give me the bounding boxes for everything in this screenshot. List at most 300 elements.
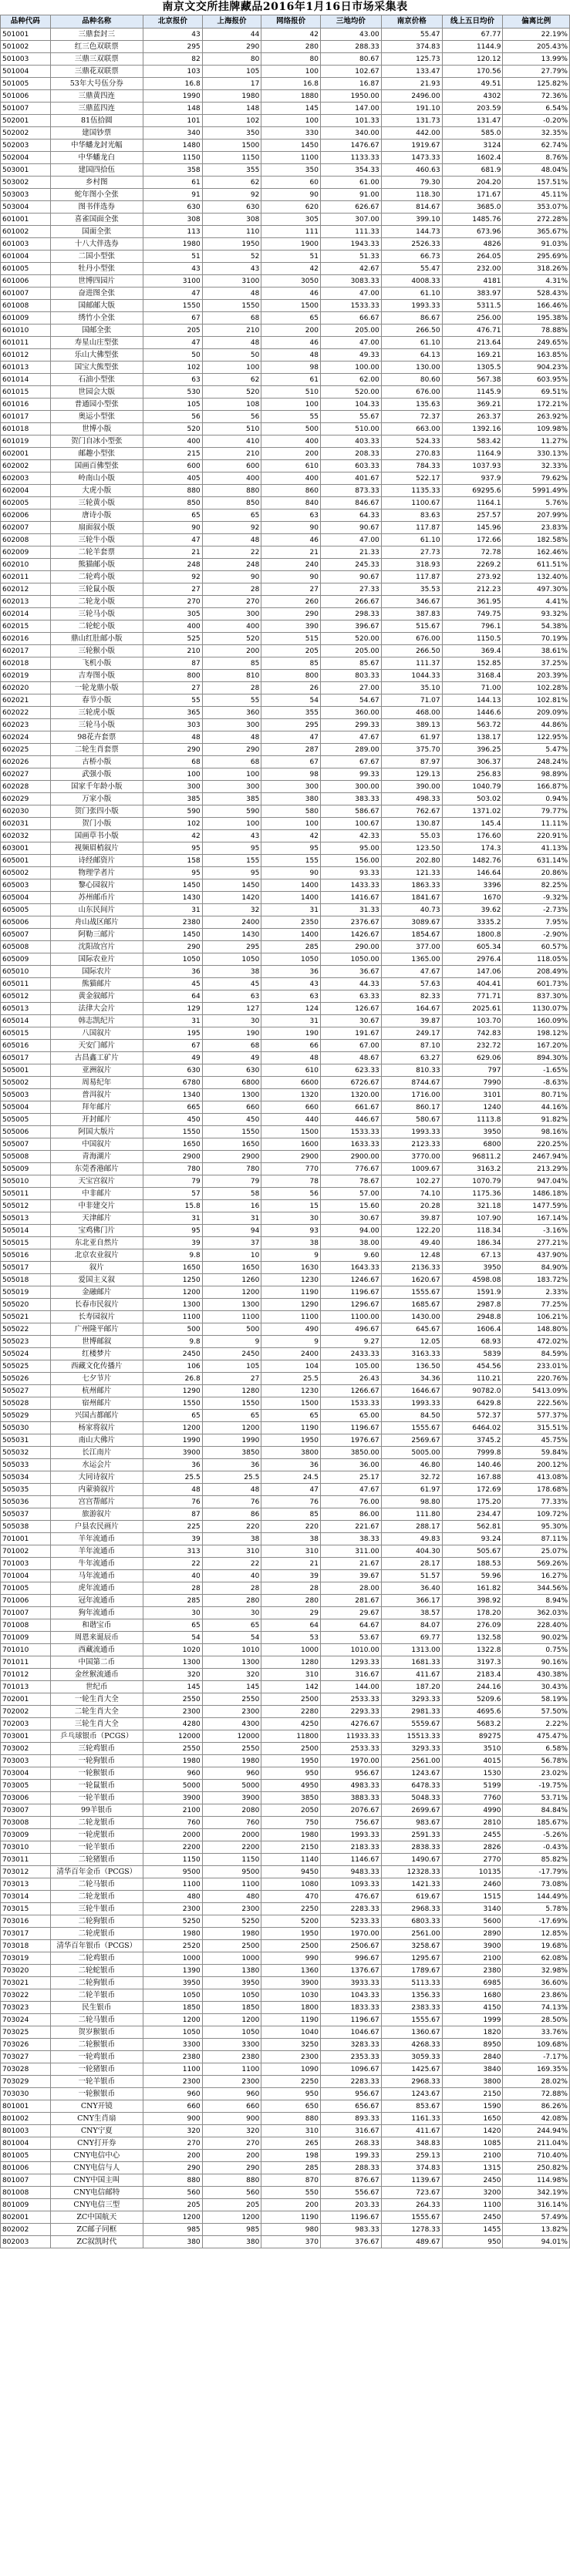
cell-online-price: 1030 [261,1989,321,2002]
cell-three-city-avg: 15.60 [320,1200,381,1212]
cell-shanghai-price: 54 [202,1632,261,1644]
cell-five-day-avg: 5209.6 [442,1693,503,1706]
cell-online-price: 440 [261,1114,321,1126]
cell-beijing-price: 320 [143,1669,203,1681]
cell-beijing-price: 285 [143,1595,203,1607]
cell-three-city-avg: 1970.00 [320,1755,381,1767]
cell-name: 二轮生肖套票 [50,744,143,756]
cell-code: 703002 [1,1743,51,1755]
cell-beijing-price: 2550 [143,1743,203,1755]
table-row [1,1965,570,1977]
cell-three-city-avg: 64.67 [320,1619,381,1632]
cell-five-day-avg: 369.21 [442,399,503,411]
cell-online-price: 98 [261,768,321,781]
cell-name: 中非建交片 [50,1200,143,1212]
cell-three-city-avg: 3083.33 [320,275,381,288]
cell-code: 505005 [1,1114,51,1126]
cell-three-city-avg: 1146.67 [320,1854,381,1866]
cell-deviation: 102.28% [503,682,570,694]
table-row [1,127,570,140]
cell-beijing-price: 295 [143,41,203,53]
table-row [1,818,570,830]
cell-shanghai-price: 190 [202,1027,261,1040]
cell-five-day-avg: 169.21 [442,349,503,362]
cell-nanjing-price: 55.47 [381,263,442,275]
table-row [1,2088,570,2100]
cell-nanjing-price: 266.50 [381,325,442,337]
cell-shanghai-price: 68 [202,756,261,768]
cell-beijing-price: 9500 [143,1866,203,1878]
cell-three-city-avg: 191.67 [320,1027,381,1040]
cell-shanghai-price: 76 [202,1496,261,1508]
cell-deviation: 5991.49% [503,485,570,497]
cell-shanghai-price: 280 [202,1595,261,1607]
cell-five-day-avg: 4990 [442,1804,503,1817]
cell-online-price: 90 [261,571,321,583]
cell-beijing-price: 92 [143,571,203,583]
cell-code: 703016 [1,1915,51,1928]
cell-name: 山东民间片 [50,904,143,916]
cell-five-day-avg: 96811.2 [442,1151,503,1163]
cell-beijing-price: 1480 [143,140,203,152]
cell-deviation: 48.04% [503,164,570,177]
cell-three-city-avg: 956.67 [320,2088,381,2100]
cell-name: 寿星山庄型张 [50,337,143,349]
cell-beijing-price: 9.8 [143,1249,203,1262]
cell-nanjing-price: 411.67 [381,1669,442,1681]
cell-three-city-avg: 1093.33 [320,1878,381,1891]
table-row [1,152,570,164]
cell-three-city-avg: 2293.33 [320,1706,381,1718]
cell-three-city-avg: 65.00 [320,1410,381,1422]
header-online-price: 网络报价 [261,15,321,29]
cell-beijing-price: 2200 [143,1841,203,1854]
cell-beijing-price: 290 [143,744,203,756]
cell-shanghai-price: 28 [202,682,261,694]
cell-three-city-avg: 288.33 [320,2162,381,2174]
cell-name: 视频眉梢叙片 [50,842,143,855]
cell-three-city-avg: 586.67 [320,805,381,818]
cell-three-city-avg: 85.67 [320,657,381,670]
cell-name: 二轮马银币 [50,1878,143,1891]
cell-code: 505035 [1,1484,51,1496]
cell-nanjing-price: 1919.67 [381,140,442,152]
cell-deviation: 62.08% [503,1952,570,1965]
cell-code: 703018 [1,1940,51,1952]
cell-name: 广州隆平邮片 [50,1323,143,1336]
cell-five-day-avg: 1392.16 [442,423,503,435]
cell-name: 一轮鼠银币 [50,1780,143,1792]
cell-nanjing-price: 21.93 [381,78,442,90]
cell-shanghai-price: 400 [202,472,261,485]
cell-beijing-price: 47 [143,288,203,300]
cell-five-day-avg: 2460 [442,1878,503,1891]
cell-three-city-avg: 298.33 [320,608,381,620]
cell-nanjing-price: 389.13 [381,719,442,731]
cell-code: 702001 [1,1693,51,1706]
cell-code: 703014 [1,1891,51,1903]
cell-beijing-price: 1430 [143,892,203,904]
table-row [1,953,570,966]
cell-shanghai-price: 3300 [202,2039,261,2051]
cell-deviation: 1130.07% [503,1003,570,1015]
cell-three-city-avg: 2283.33 [320,2076,381,2088]
cell-three-city-avg: 43.00 [320,29,381,41]
cell-shanghai-price: 27 [202,1373,261,1385]
cell-five-day-avg: 132.58 [442,1632,503,1644]
cell-five-day-avg: 3124 [442,140,503,152]
table-row [1,2026,570,2039]
cell-code: 602011 [1,571,51,583]
cell-nanjing-price: 1993.33 [381,1126,442,1138]
cell-nanjing-price: 1473.33 [381,152,442,164]
cell-three-city-avg: 44.33 [320,978,381,990]
cell-shanghai-price: 22 [202,546,261,559]
cell-name: 拜年邮片 [50,1101,143,1114]
cell-beijing-price: 195 [143,1027,203,1040]
cell-deviation: 56.78% [503,1755,570,1767]
cell-code: 701007 [1,1607,51,1619]
cell-name: 二轮蛇银币 [50,1965,143,1977]
cell-online-price: 64 [261,1619,321,1632]
cell-shanghai-price: 31 [202,1212,261,1225]
cell-code: 502001 [1,115,51,127]
cell-deviation: 160.09% [503,1015,570,1027]
cell-name: 普通园小型张 [50,399,143,411]
cell-five-day-avg: 152.85 [442,657,503,670]
table-row [1,238,570,251]
cell-nanjing-price: 55.03 [381,830,442,842]
cell-shanghai-price: 44 [202,29,261,41]
cell-deviation: 80.71% [503,1089,570,1101]
cell-five-day-avg: 2890 [442,1928,503,1940]
cell-code: 602032 [1,830,51,842]
cell-shanghai-price: 50 [202,349,261,362]
cell-beijing-price: 530 [143,386,203,399]
cell-deviation: 601.73% [503,978,570,990]
cell-online-price: 1950 [261,1928,321,1940]
cell-three-city-avg: 626.67 [320,201,381,214]
cell-beijing-price: 65 [143,1410,203,1422]
cell-five-day-avg: 3197.3 [442,1656,503,1669]
cell-code: 605017 [1,1052,51,1064]
cell-three-city-avg: 873.33 [320,485,381,497]
cell-online-price: 90 [261,189,321,201]
cell-beijing-price: 1390 [143,1965,203,1977]
cell-five-day-avg: 1315 [442,2162,503,2174]
cell-beijing-price: 290 [143,2162,203,2174]
cell-five-day-avg: 10135 [442,1866,503,1878]
cell-five-day-avg: 3685.0 [442,201,503,214]
cell-three-city-avg: 1943.33 [320,238,381,251]
table-row [1,53,570,66]
table-row [1,2187,570,2199]
cell-three-city-avg: 31.33 [320,904,381,916]
cell-beijing-price: 1450 [143,929,203,941]
market-table [0,15,570,2248]
cell-five-day-avg: 383.97 [442,288,503,300]
cell-three-city-avg: 156.00 [320,855,381,867]
cell-beijing-price: 305 [143,608,203,620]
cell-three-city-avg: 656.67 [320,2100,381,2113]
cell-three-city-avg: 956.67 [320,1767,381,1780]
cell-code: 505026 [1,1373,51,1385]
cell-code: 701009 [1,1632,51,1644]
cell-online-price: 42 [261,263,321,275]
cell-five-day-avg: 3396 [442,879,503,892]
cell-nanjing-price: 676.00 [381,386,442,399]
cell-name: 国家千年龄小版 [50,781,143,793]
cell-online-price: 400 [261,472,321,485]
cell-nanjing-price: 762.67 [381,805,442,818]
cell-deviation: 198.12% [503,1027,570,1040]
cell-five-day-avg: 4598.08 [442,1274,503,1286]
cell-code: 802002 [1,2224,51,2236]
cell-shanghai-price: 300 [202,719,261,731]
cell-name: 三轮生肖大全 [50,1718,143,1730]
table-row [1,805,570,818]
cell-name: 乐山大佛型张 [50,349,143,362]
cell-five-day-avg: 8950 [442,2039,503,2051]
cell-beijing-price: 1050 [143,1989,203,2002]
cell-code: 505012 [1,1200,51,1212]
cell-code: 601015 [1,386,51,399]
cell-nanjing-price: 2591.33 [381,1829,442,1841]
cell-deviation: 45.75% [503,1434,570,1447]
cell-nanjing-price: 5048.33 [381,1792,442,1804]
cell-online-price: 11800 [261,1730,321,1743]
cell-nanjing-price: 1100.67 [381,497,442,509]
cell-online-price: 390 [261,620,321,633]
cell-three-city-avg: 57.00 [320,1188,381,1200]
table-row [1,1064,570,1077]
cell-name: 81伍拾圆 [50,115,143,127]
table-row [1,842,570,855]
cell-online-price: 470 [261,1891,321,1903]
cell-beijing-price: 2000 [143,1829,203,1841]
table-row [1,1249,570,1262]
cell-deviation: 58.19% [503,1693,570,1706]
cell-five-day-avg: 3900 [442,1940,503,1952]
table-row [1,1126,570,1138]
cell-three-city-avg: 1196.67 [320,1422,381,1434]
cell-shanghai-price: 290 [202,41,261,53]
cell-three-city-avg: 67.67 [320,756,381,768]
table-row [1,1089,570,1101]
cell-code: 505032 [1,1447,51,1459]
cell-shanghai-price: 310 [202,1545,261,1558]
cell-five-day-avg: 4150 [442,2002,503,2014]
cell-name: 十八大伴选券 [50,238,143,251]
cell-code: 601011 [1,337,51,349]
cell-three-city-avg: 510.00 [320,423,381,435]
cell-online-price: 330 [261,127,321,140]
cell-shanghai-price: 3850 [202,1447,261,1459]
cell-online-price: 27 [261,583,321,596]
cell-name: 叙片 [50,1262,143,1274]
cell-three-city-avg: 266.67 [320,596,381,608]
cell-online-price: 1630 [261,1262,321,1274]
cell-online-price: 85 [261,1508,321,1521]
cell-deviation: 528.43% [503,288,570,300]
table-row [1,559,570,571]
cell-five-day-avg: 4015 [442,1755,503,1767]
cell-five-day-avg: 5199 [442,1780,503,1792]
cell-beijing-price: 900 [143,2113,203,2125]
cell-beijing-price: 106 [143,1360,203,1373]
cell-name: 三鼎黄四连 [50,90,143,103]
cell-five-day-avg: 172.66 [442,534,503,546]
cell-name: 一轮猪银币 [50,2063,143,2076]
cell-deviation: 475.47% [503,1730,570,1743]
cell-beijing-price: 145 [143,1681,203,1693]
table-row [1,448,570,460]
cell-name: 牛年流通币 [50,1558,143,1570]
cell-nanjing-price: 61.97 [381,1484,442,1496]
cell-three-city-avg: 354.33 [320,164,381,177]
cell-code: 505031 [1,1434,51,1447]
cell-beijing-price: 1200 [143,2211,203,2224]
cell-online-price: 90 [261,867,321,879]
cell-nanjing-price: 35.10 [381,682,442,694]
cell-three-city-avg: 9.27 [320,1336,381,1348]
cell-code: 505001 [1,1064,51,1077]
cell-five-day-avg: 2948.8 [442,1311,503,1323]
cell-beijing-price: 1340 [143,1089,203,1101]
cell-beijing-price: 43 [143,263,203,275]
cell-name: 大虎小版 [50,485,143,497]
cell-three-city-avg: 316.67 [320,2125,381,2137]
table-row [1,1311,570,1323]
cell-name: 三轮黄小版 [50,497,143,509]
cell-shanghai-price: 205 [202,2199,261,2211]
cell-deviation: 70.19% [503,633,570,645]
cell-beijing-price: 1990 [143,90,203,103]
cell-name: 鼎山红肚邮小版 [50,633,143,645]
cell-nanjing-price: 1421.33 [381,1878,442,1891]
cell-deviation: 200.12% [503,1459,570,1471]
cell-nanjing-price: 15513.33 [381,1730,442,1743]
cell-three-city-avg: 104.33 [320,399,381,411]
cell-code: 703027 [1,2051,51,2063]
cell-online-price: 660 [261,1101,321,1114]
cell-nanjing-price: 125.73 [381,53,442,66]
cell-five-day-avg: 257.57 [442,509,503,522]
cell-shanghai-price: 2080 [202,1804,261,1817]
cell-name: 宝鸡佛门片 [50,1225,143,1237]
cell-code: 703013 [1,1878,51,1891]
table-row [1,2137,570,2150]
cell-name: CNY生肖扇 [50,2113,143,2125]
cell-online-price: 200 [261,448,321,460]
cell-five-day-avg: 1800.8 [442,929,503,941]
cell-three-city-avg: 2506.67 [320,1940,381,1952]
cell-name: ZC中国航天 [50,2211,143,2224]
cell-deviation: 11.11% [503,818,570,830]
cell-code: 701008 [1,1619,51,1632]
cell-five-day-avg: 263.37 [442,411,503,423]
cell-beijing-price: 1300 [143,1656,203,1669]
cell-deviation: 106.21% [503,1311,570,1323]
cell-online-price: 46 [261,534,321,546]
cell-deviation: 178.68% [503,1484,570,1496]
cell-shanghai-price: 3900 [202,1792,261,1804]
cell-name: 金丝猴流通币 [50,1669,143,1681]
cell-shanghai-price: 43 [202,830,261,842]
cell-code: 505037 [1,1508,51,1521]
cell-nanjing-price: 442.00 [381,127,442,140]
cell-name: 三轮马小版 [50,719,143,731]
cell-beijing-price: 308 [143,214,203,226]
cell-three-city-avg: 26.43 [320,1373,381,1385]
cell-online-price: 55 [261,411,321,423]
cell-name: 冠年流通币 [50,1595,143,1607]
cell-five-day-avg: 167.88 [442,1471,503,1484]
cell-online-price: 28 [261,1582,321,1595]
cell-shanghai-price: 6800 [202,1077,261,1089]
table-row [1,1299,570,1311]
table-row [1,682,570,694]
cell-beijing-price: 205 [143,2199,203,2211]
cell-shanghai-price: 2550 [202,1693,261,1706]
cell-code: 701004 [1,1570,51,1582]
cell-name: 中国第二币 [50,1656,143,1669]
cell-shanghai-price: 102 [202,115,261,127]
table-row [1,1052,570,1064]
cell-nanjing-price: 3293.33 [381,1693,442,1706]
cell-nanjing-price: 40.73 [381,904,442,916]
cell-code: 505010 [1,1175,51,1188]
cell-name: 二轮狗银币 [50,1915,143,1928]
table-row [1,1817,570,1829]
cell-online-price: 43 [261,978,321,990]
cell-deviation: 167.20% [503,1040,570,1052]
cell-code: 602027 [1,768,51,781]
cell-shanghai-price: 1990 [202,1434,261,1447]
cell-five-day-avg: 103.70 [442,1015,503,1027]
cell-name: 杭州邮片 [50,1385,143,1397]
table-row [1,2150,570,2162]
table-row [1,645,570,657]
cell-deviation: 185.67% [503,1817,570,1829]
cell-code: 701013 [1,1681,51,1693]
cell-beijing-price: 303 [143,719,203,731]
table-row [1,1989,570,2002]
table-row [1,781,570,793]
cell-nanjing-price: 111.80 [381,1508,442,1521]
cell-name: 狗年流通币 [50,1607,143,1619]
cell-three-city-avg: 47.67 [320,1484,381,1496]
cell-online-price: 1100 [261,1311,321,1323]
cell-beijing-price: 56 [143,411,203,423]
cell-code: 601010 [1,325,51,337]
cell-online-price: 1500 [261,1126,321,1138]
cell-beijing-price: 1990 [143,1434,203,1447]
cell-name: ZC邮子同框 [50,2224,143,2236]
cell-nanjing-price: 1490.67 [381,1854,442,1866]
cell-shanghai-price: 600 [202,460,261,472]
cell-name: 古桥小版 [50,756,143,768]
cell-online-price: 142 [261,1681,321,1693]
cell-code: 602021 [1,694,51,707]
cell-shanghai-price: 1150 [202,152,261,164]
cell-five-day-avg: 171.67 [442,189,503,201]
cell-shanghai-price: 9500 [202,1866,261,1878]
cell-online-price: 31 [261,904,321,916]
cell-name: 二轮羊套票 [50,546,143,559]
cell-name: 韩志凯纪片 [50,1015,143,1027]
cell-deviation: 430.38% [503,1669,570,1681]
